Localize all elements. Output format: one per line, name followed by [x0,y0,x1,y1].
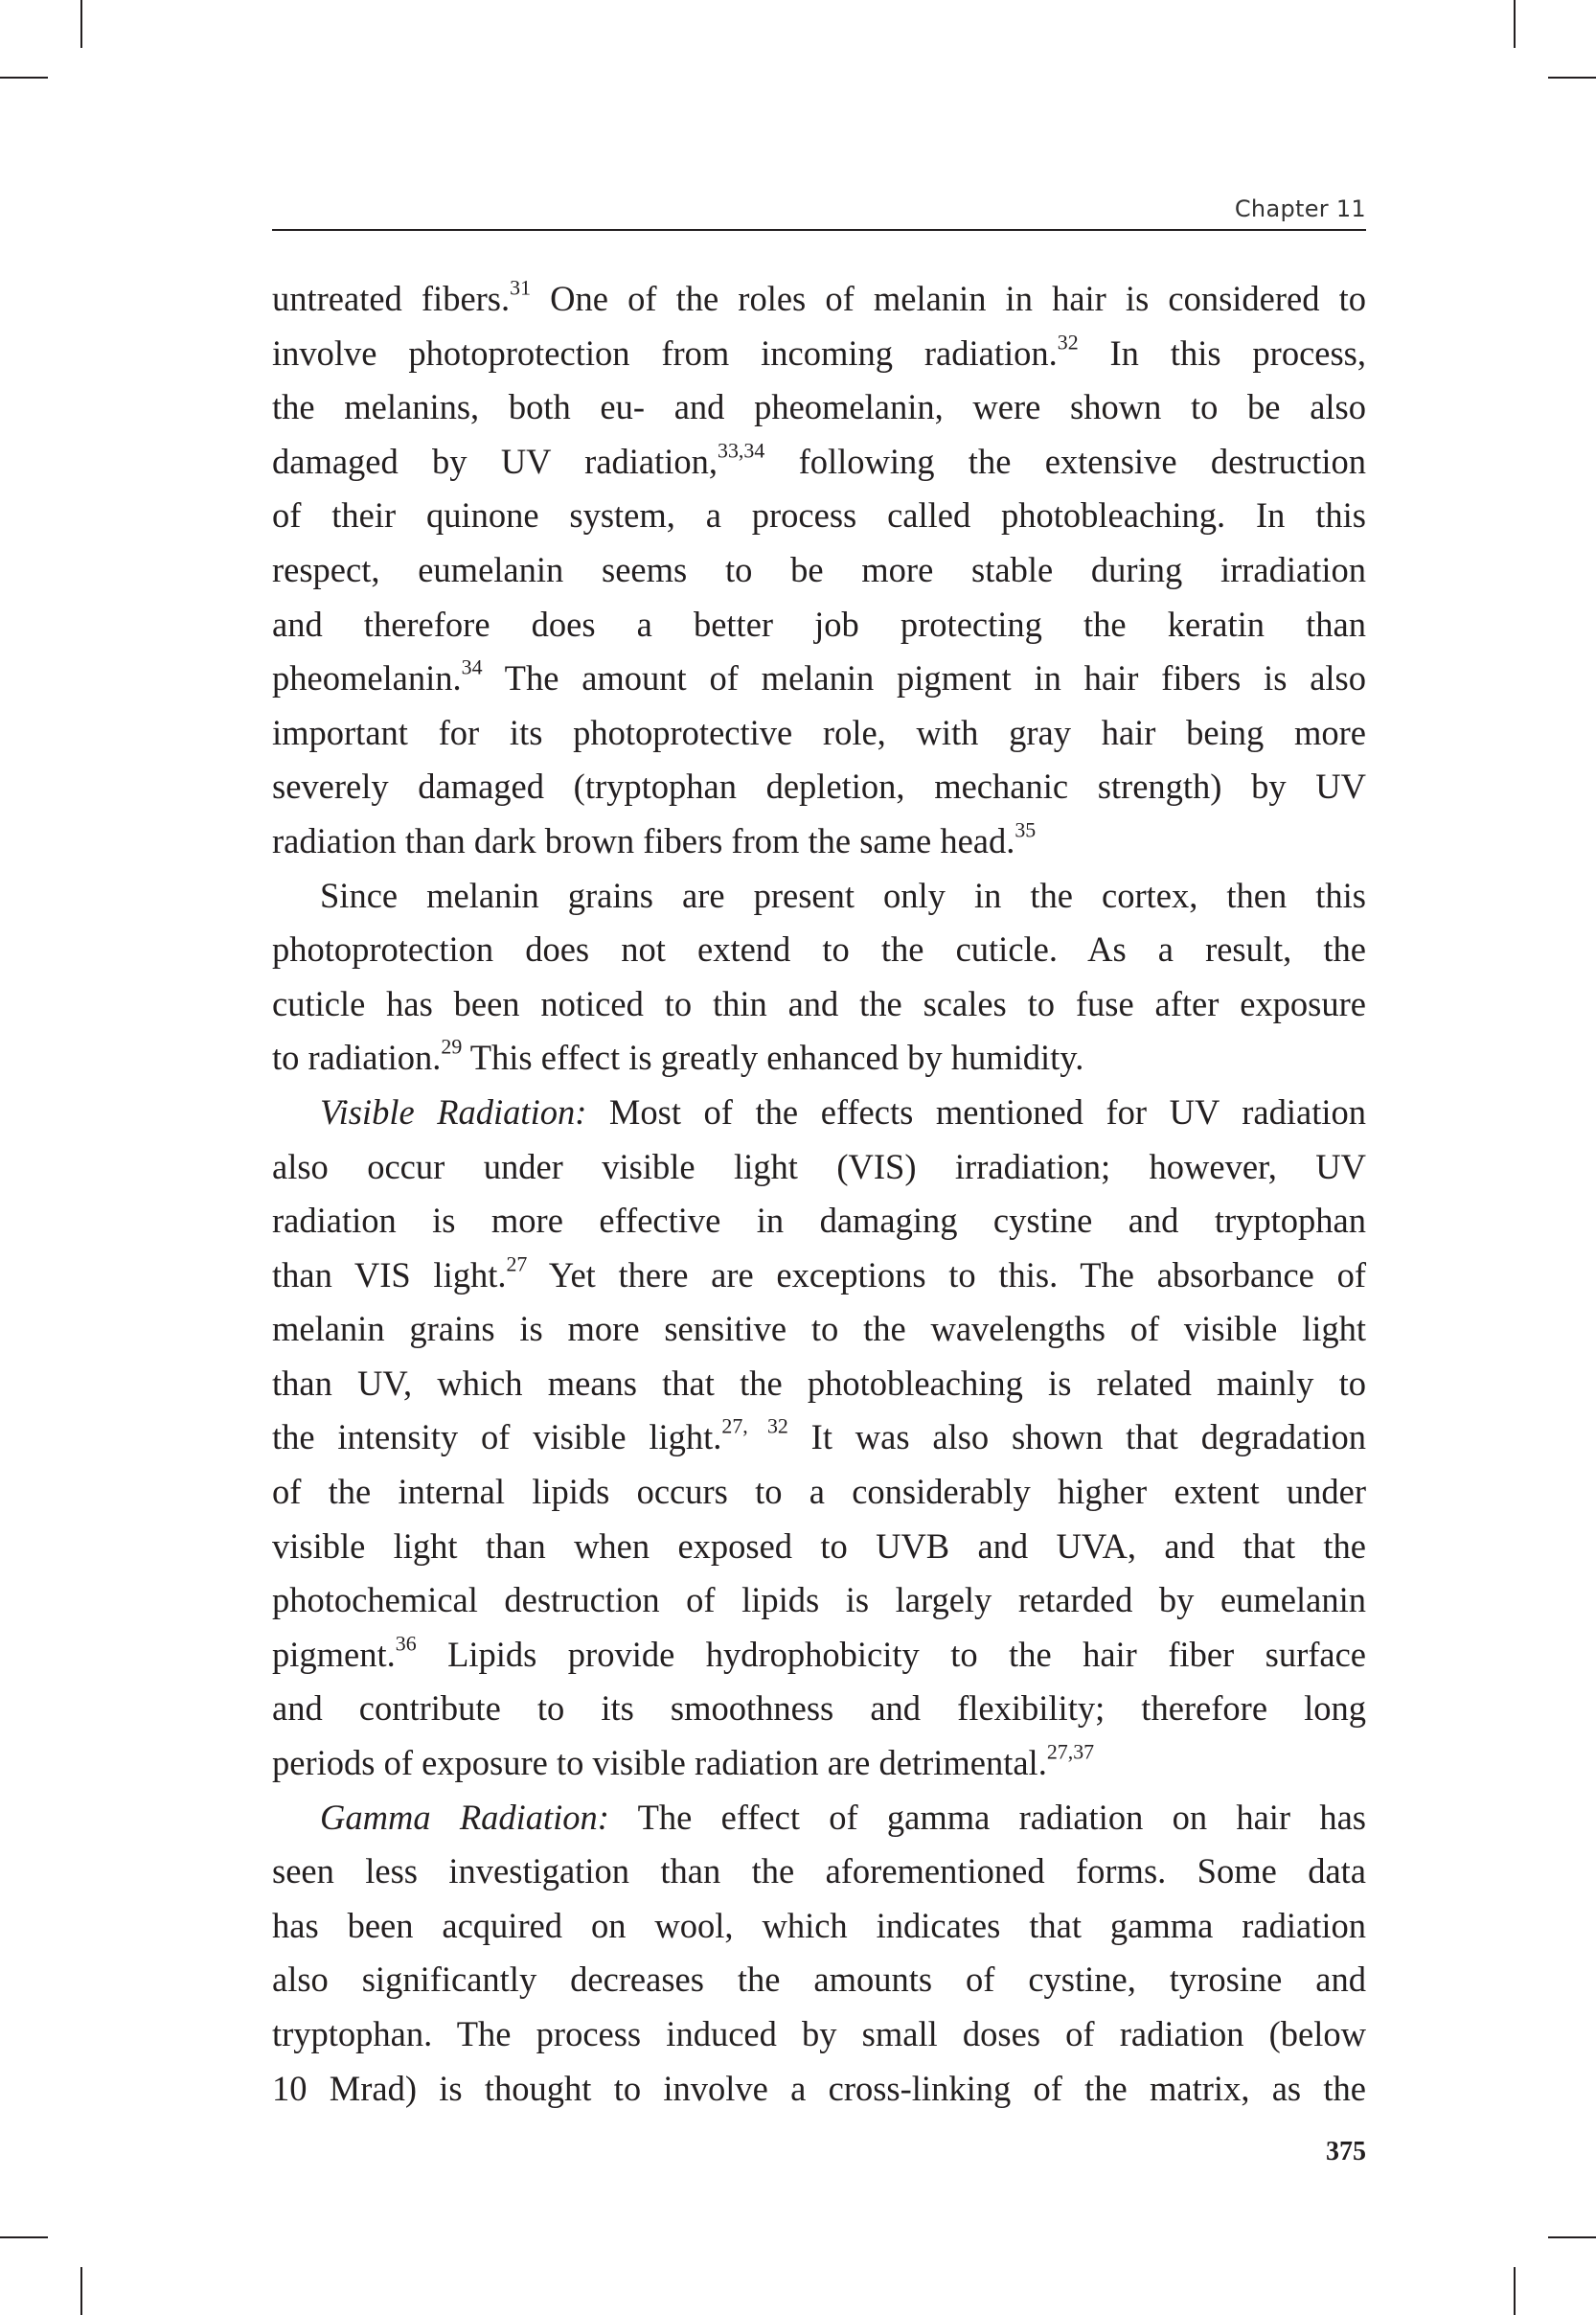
crop-mark [1514,0,1516,48]
reference-superscript: 31 [510,275,532,300]
text-segment: periods of exposure to visible radiation are detrimental. [272,1743,1047,1783]
text-line [272,1573,1366,1628]
text-segment: One of the roles of melanin in hair is considered to [531,279,1366,318]
text-segment: than UV, which means that the photobleaching is related mainly to [272,1363,1366,1403]
text-segment: cuticle has been noticed to thin and the scales to fuse after exposure [272,983,1366,1023]
text-line [272,1357,1366,1411]
crop-mark [0,2236,48,2238]
crop-mark [80,0,82,48]
text-line [272,380,1366,435]
text-line [272,543,1366,598]
reference-superscript: 27 [506,1251,528,1276]
text-segment: radiation is more effective in damaging cystine and tryptophan [272,1201,1366,1241]
text-segment: the intensity of visible light. [272,1417,722,1457]
text-line [272,869,1366,924]
text-segment: photoprotection does not extend to the cuticle. As a result, the [272,929,1366,970]
text-line [272,1302,1366,1357]
reference-superscript: 27,37 [1046,1739,1095,1764]
text-line [272,1953,1366,2007]
text-segment: pheomelanin. [272,658,462,699]
reference-superscript: 36 [395,1631,417,1656]
text-segment: Yet there are exceptions to this. The absorbance of [527,1254,1367,1295]
text-line [272,1140,1366,1195]
text-segment: involve photoprotection from incoming radiation. [272,332,1058,373]
text-segment: severely damaged (tryptophan depletion, mechanic strength) by UV [272,767,1366,807]
text-segment: important for its photoprotective role, with gray hair being more [272,712,1366,752]
text-line [272,598,1366,653]
text-segment: following the extensive destruction [764,441,1366,481]
text-line [272,1845,1366,1899]
body-text [272,272,1366,2116]
text-line [272,1628,1366,1683]
text-line [272,2007,1366,2062]
text-line [272,1465,1366,1520]
text-segment: to radiation. [272,1038,442,1078]
text-segment: This effect is greatly enhanced by humidity. [462,1038,1084,1078]
text-line [272,489,1366,543]
reference-superscript: 34 [461,654,483,679]
text-segment: The amount of melanin pigment in hair fibers is also [482,658,1366,699]
text-line [272,435,1366,490]
text-segment: 10 Mrad) is thought to involve a cross-linking of the matrix, as the [272,2068,1366,2108]
text-segment: It was also shown that degradation [787,1417,1366,1457]
text-line [272,1791,1366,1845]
text-segment: of the internal lipids occurs to a considerably higher extent under [272,1472,1366,1512]
reference-superscript: 27, 32 [721,1414,788,1439]
text-line [272,1031,1366,1086]
crop-mark [0,77,48,79]
text-segment: and contribute to its smoothness and flexibility; therefore long [272,1688,1366,1729]
run-in-heading: Gamma Radiation: [320,1797,609,1837]
text-line [272,272,1366,327]
text-segment: visible light than when exposed to UVB and UVA, and that the [272,1525,1366,1566]
text-line [272,1410,1366,1465]
text-segment: pigment. [272,1634,396,1674]
reference-superscript: 29 [441,1034,463,1059]
text-segment: also significantly decreases the amounts of cystine, tyrosine and [272,1960,1366,2000]
crop-mark [1548,2236,1596,2238]
text-line [272,1682,1366,1736]
running-head: Chapter 11 [1234,195,1366,222]
text-line [272,706,1366,761]
page-number: 375 [1326,2137,1366,2166]
header-rule [272,229,1366,231]
reference-superscript: 33,34 [718,438,765,463]
text-line [272,1736,1366,1791]
text-segment: melanin grains is more sensitive to the wavelengths of visible light [272,1309,1366,1349]
text-line [272,760,1366,814]
text-line [272,977,1366,1032]
text-segment: also occur under visible light (VIS) irradiation; however, UV [272,1146,1366,1186]
text-segment: In this process, [1078,332,1366,373]
text-line [272,652,1366,706]
text-line [272,1086,1366,1140]
text-segment: respect, eumelanin seems to be more stable during irradiation [272,549,1366,589]
text-segment: the melanins, both eu- and pheomelanin, were shown to be also [272,387,1366,427]
text-segment: seen less investigation than the aforementioned forms. Some data [272,1851,1366,1891]
text-line [272,1520,1366,1574]
text-line [272,1249,1366,1303]
text-line [272,923,1366,977]
crop-mark [1514,2267,1516,2315]
crop-mark [1548,77,1596,79]
text-segment: untreated fibers. [272,279,511,318]
text-segment: of their quinone system, a process called photobleaching. In this [272,495,1366,536]
text-segment: damaged by UV radiation, [272,441,718,481]
text-segment: photochemical destruction of lipids is largely retarded by eumelanin [272,1580,1366,1620]
text-segment: has been acquired on wool, which indicates that gamma radiation [272,1905,1366,1945]
text-segment: tryptophan. The process induced by small doses of radiation (below [272,2014,1366,2053]
reference-superscript: 35 [1015,817,1037,842]
run-in-heading: Visible Radiation: [320,1091,587,1132]
text-line [272,1899,1366,1954]
text-line [272,2062,1366,2117]
text-line [272,327,1366,381]
text-segment: The effect of gamma radiation on hair has [608,1797,1366,1837]
crop-mark [80,2267,82,2315]
text-line [272,1194,1366,1249]
reference-superscript: 32 [1057,330,1079,355]
text-segment: Most of the effects mentioned for UV radiation [586,1091,1366,1132]
text-segment: and therefore does a better job protecting the keratin than [272,604,1366,644]
text-segment: Since melanin grains are present only in the cortex, then this [320,875,1366,915]
text-segment: than VIS light. [272,1254,507,1295]
text-line [272,814,1366,869]
text-segment: Lipids provide hydrophobicity to the hair fiber surface [416,1634,1366,1674]
text-segment: radiation than dark brown fibers from the same head. [272,820,1015,860]
